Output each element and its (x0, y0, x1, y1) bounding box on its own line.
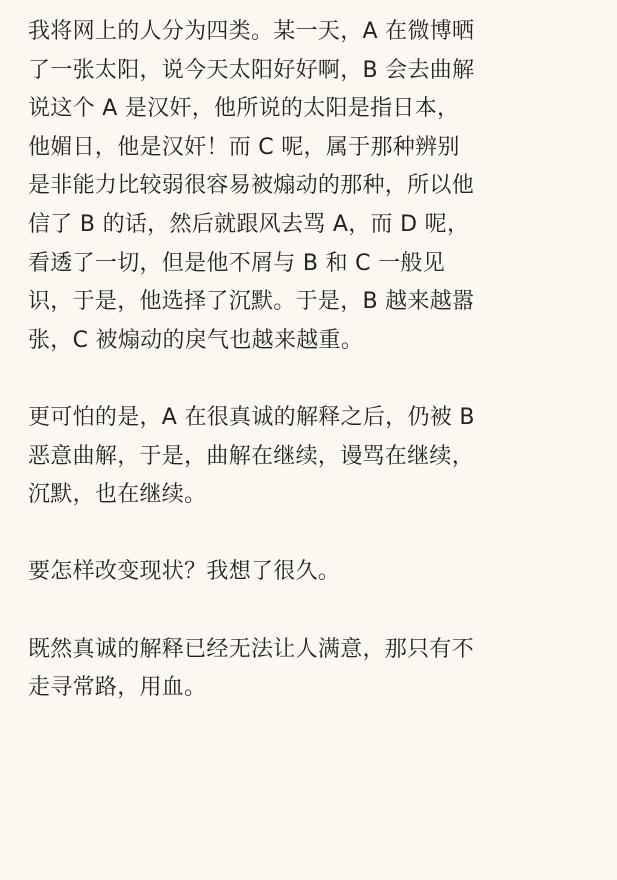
text-line: 更可怕的是，A 在很真诚的解释之后，仍被 B (28, 404, 475, 430)
text-line: 识，于是，他选择了沉默。于是，B 越来越嚣 (28, 289, 475, 315)
text-line: 既然真诚的解释已经无法让人满意，那只有不 (28, 636, 475, 662)
text-line: 看透了一切，但是他不屑与 B 和 C 一般见 (28, 250, 446, 276)
text-line: 是非能力比较弱很容易被煽动的那种，所以他 (28, 173, 475, 199)
paragraph-gap (28, 360, 597, 399)
text-line: 我将网上的人分为四类。某一天，A 在微博晒 (28, 19, 475, 44)
text-line: 走寻常路，用血。 (28, 675, 207, 701)
paragraph-4 (28, 631, 597, 708)
text-line: 信了 B 的话，然后就跟风去骂 A，而 D 呢， (28, 211, 470, 237)
paragraph-gap (28, 592, 597, 631)
text-line: 说这个 A 是汉奸，他所说的太阳是指日本， (28, 96, 460, 122)
text-line: 恶意曲解，于是，曲解在继续，谩骂在继续， (28, 443, 475, 469)
paragraph-2 (28, 399, 597, 515)
paragraph-1 (28, 13, 597, 360)
text-line: 他媚日，他是汉奸！而 C 呢，属于那种辨别 (28, 134, 460, 160)
text-line: 沉默，也在继续。 (28, 482, 207, 508)
text-line: 张，C 被煽动的戾气也越来越重。 (28, 327, 364, 353)
text-line: 要怎样改变现状？我想了很久。 (28, 559, 341, 585)
paragraph-gap (28, 515, 597, 554)
paragraph-3 (28, 553, 597, 592)
text-line: 了一张太阳，说今天太阳好好啊，B 会去曲解 (28, 57, 475, 83)
